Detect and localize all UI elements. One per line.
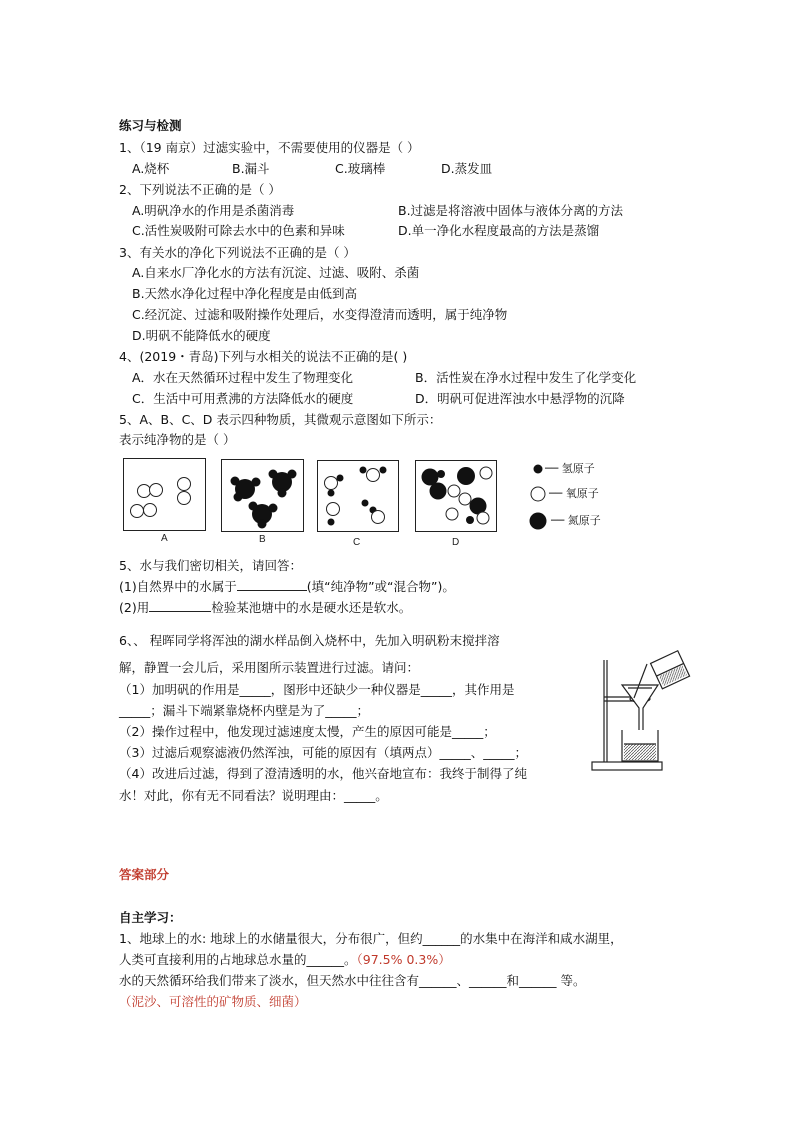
q4-option-c: C．生活中可用煮沸的方法降低水的硬度 [132, 391, 354, 406]
molecule-diagram-c [318, 461, 398, 531]
filtration-apparatus-illustration [592, 650, 692, 775]
molecule-diagram-d [416, 461, 496, 531]
q5b-part1 [119, 578, 455, 596]
q5b-part1-suffix: (填“纯净物”或“混合物”)。 [306, 579, 455, 594]
caption-d: D [452, 537, 460, 548]
answer-line1: 1、地球上的水: 地球上的水储量很大，分布很广，但约______的水集中在海洋和咸水湖里， [119, 931, 623, 946]
self-study-heading: 自主学习： [119, 910, 182, 925]
answer-blank[interactable] [237, 578, 307, 591]
q6-line7: （4）改进后过滤，得到了澄清透明的水，他兴奋地宣布：我终于制得了纯 [119, 766, 527, 781]
answers-heading: 答案部分 [119, 867, 170, 882]
molecule-diagram-a [124, 459, 205, 530]
q6-line6: （3）过滤后观察滤液仍然浑浊，可能的原因有（填两点）_____、_____； [119, 745, 527, 760]
q6-line2: 解，静置一会儿后，采用图所示装置进行过滤。请问： [119, 660, 420, 675]
answer-line2-key: （97.5% 0.3%） [356, 952, 451, 967]
caption-a: A [161, 533, 168, 544]
caption-c: C [353, 537, 361, 548]
q3-stem: 3、有关水的净化下列说法不正确的是（ ） [119, 245, 356, 260]
q6-line5: （2）操作过程中，他发现过滤速度太慢，产生的原因可能是_____； [119, 724, 496, 739]
q1-option-a: A.烧杯 [132, 161, 170, 176]
molecule-diagram-b [222, 460, 303, 531]
answer-line4-part2: 可溶性的矿物质、细菌） [169, 994, 307, 1009]
legend-hydrogen: ── 氢原子 [545, 462, 595, 475]
q1-option-c: C.玻璃棒 [335, 161, 386, 176]
q5b-part2-suffix: 检验某池塘中的水是硬水还是软水。 [211, 600, 412, 615]
q3-option-b: B.天然水净化过程中净化程度是由低到高 [132, 286, 358, 301]
answer-line4 [119, 993, 307, 1011]
q2-option-d: D.单一净化水程度最高的方法是蒸馏 [398, 223, 600, 238]
q2-stem: 2、下列说法不正确的是（ ） [119, 182, 281, 197]
q5b-stem: 5、水与我们密切相关，请回答： [119, 558, 302, 573]
q4-option-d: D．明矾可促进浑浊水中悬浮物的沉降 [415, 391, 625, 406]
q6-line3: （1）加明矾的作用是_____，图形中还缺少一种仪器是_____，其作用是 [119, 682, 515, 697]
q1-option-b: B.漏斗 [232, 161, 270, 176]
answer-line2 [119, 951, 451, 969]
q3-option-a: A.自来水厂净化水的方法有沉淀、过滤、吸附、杀菌 [132, 265, 420, 280]
molecule-box-c [317, 460, 399, 532]
molecule-box-b [221, 459, 304, 532]
q2-option-b: B.过滤是将溶液中固体与液体分离的方法 [398, 203, 624, 218]
q2-option-c: C.活性炭吸附可除去水中的色素和异味 [132, 223, 345, 238]
q5b-part2-prefix: (2)用 [119, 600, 150, 615]
q5-ask: 表示纯净物的是（ ） [119, 432, 236, 447]
exercise-heading: 练习与检测 [119, 118, 182, 133]
q3-option-d: D.明矾不能降低水的硬度 [132, 328, 271, 343]
legend-oxygen: ── 氧原子 [549, 487, 599, 500]
answer-line4-part1: （泥沙、 [119, 994, 170, 1009]
q1-option-d: D.蒸发皿 [441, 161, 493, 176]
answer-blank[interactable] [149, 599, 211, 612]
caption-b: B [259, 534, 266, 545]
q5b-part1-prefix: (1)自然界中的水属于 [119, 579, 237, 594]
answer-line3: 水的天然循环给我们带来了淡水，但天然水中往往含有______、______和______ 等。 [119, 973, 586, 988]
q3-option-c: C.经沉淀、过滤和吸附操作处理后，水变得澄清而透明，属于纯净物 [132, 307, 508, 322]
q6-line1: 6、、 程晖同学将浑浊的湖水样品倒入烧杯中，先加入明矾粉末搅拌溶 [119, 633, 500, 648]
legend-nitrogen: ── 氮原子 [551, 514, 601, 527]
q4-stem: 4、(2019・青岛)下列与水相关的说法不正确的是( ) [119, 349, 408, 364]
q6-line8: 水！对此，你有无不同看法？说明理由：_____。 [119, 788, 388, 803]
molecule-box-d [415, 460, 497, 532]
q2-option-a: A.明矾净水的作用是杀菌消毒 [132, 203, 295, 218]
q4-option-a: A．水在天然循环过程中发生了物理变化 [132, 370, 354, 385]
q5-stem: 5、A、B、C、D 表示四种物质，其微观示意图如下所示： [119, 412, 442, 427]
q5b-part2 [119, 599, 411, 617]
molecule-box-a [123, 458, 206, 531]
q1-stem: 1、（19 南京）过滤实验中，不需要使用的仪器是（ ） [119, 140, 420, 155]
q4-option-b: B．活性炭在净水过程中发生了化学变化 [415, 370, 637, 385]
answer-line2-text: 人类可直接利用的占地球总水量的______。 [119, 952, 357, 967]
q6-line4: _____；漏斗下端紧靠烧杯内壁是为了_____； [119, 703, 370, 718]
